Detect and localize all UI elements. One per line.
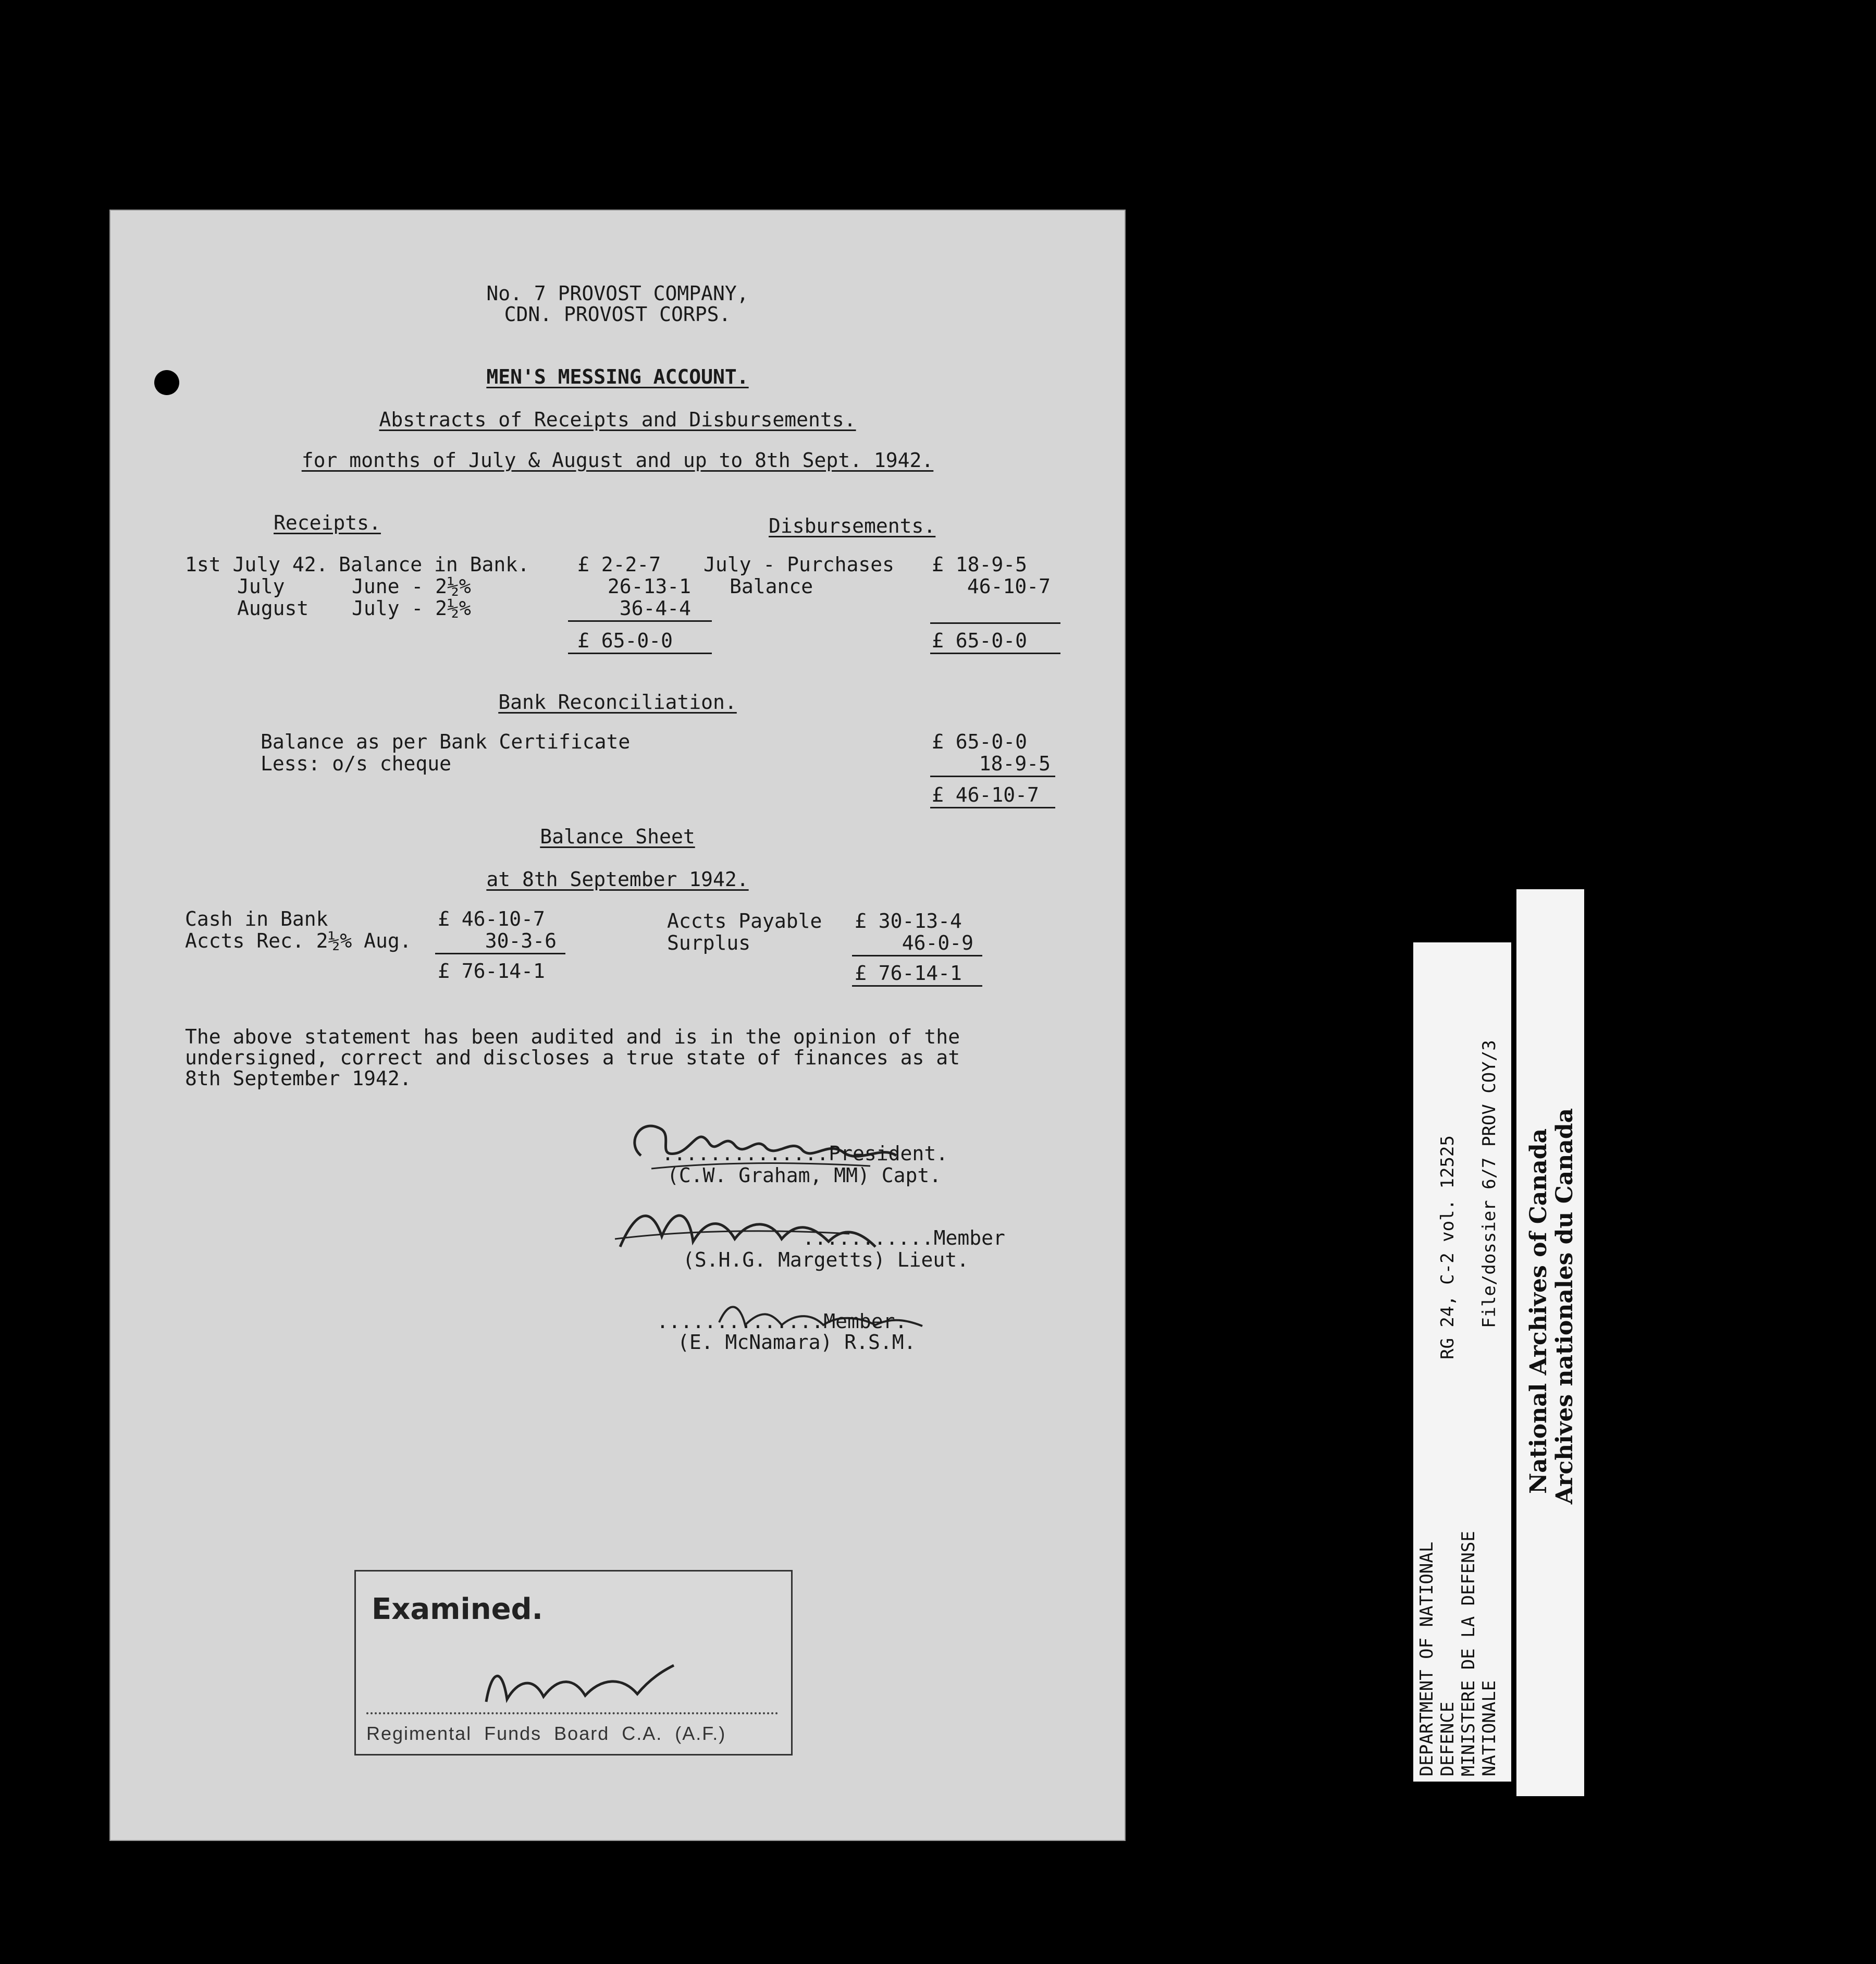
archives-name-fr: Archives nationales du Canada — [1551, 1108, 1578, 1504]
examined-stamp — [354, 1570, 793, 1756]
asset-desc: Accts Rec. 2½% Aug. — [185, 929, 412, 952]
reconciliation-amount: £ 65-0-0 — [932, 730, 1028, 753]
receipt-date: July — [237, 575, 285, 598]
signatory-role-line: ...........Member — [803, 1226, 1005, 1249]
disbursements-heading: Disbursements. — [769, 514, 936, 537]
period-line: for months of July & August and up to 8th Sept. 1942. — [301, 449, 934, 472]
disbursements-total-rule — [930, 622, 1060, 624]
disbursement-desc: Balance — [730, 575, 813, 598]
reconciliation-total-rule — [930, 776, 1055, 777]
reconciliation-total-underline — [930, 807, 1055, 808]
balance-sheet-heading: Balance Sheet — [540, 825, 695, 848]
document-page — [109, 210, 1126, 1841]
stamp-footer: Regimental Funds Board C.A. (A.F.) — [366, 1723, 726, 1744]
reconciliation-total: £ 46-10-7 — [932, 783, 1039, 806]
liability-desc: Surplus — [667, 931, 751, 954]
bank-reconciliation-heading: Bank Reconciliation. — [498, 691, 737, 714]
assets-total-rule — [435, 953, 565, 954]
receipt-date: 1st July 42. — [185, 553, 328, 576]
liability-desc: Accts Payable — [667, 910, 822, 932]
page-subtitle: Abstracts of Receipts and Disbursements. — [379, 408, 856, 431]
corps-name: CDN. PROVOST CORPS. — [504, 303, 731, 326]
asset-amount: £ 46-10-7 — [438, 907, 545, 930]
archive-reference-label — [1413, 942, 1511, 1782]
record-group-ref: RG 24, C-2 vol. 12525 — [1437, 1135, 1458, 1359]
signatory-name: (C.W. Graham, MM) Capt. — [667, 1164, 942, 1187]
asset-desc: Cash in Bank — [185, 907, 328, 930]
reconciliation-desc: Less: o/s cheque — [261, 752, 452, 775]
disbursement-amount: £ 18-9-5 — [932, 553, 1028, 576]
disbursements-total: £ 65-0-0 — [932, 629, 1028, 652]
department-label: DEPARTMENT OF NATIONAL — [1416, 1541, 1437, 1776]
audit-statement: undersigned, correct and discloses a true state of finances as at — [185, 1046, 960, 1069]
signatory-role-line: ..............Member. — [657, 1310, 907, 1333]
disbursement-amount: 46-10-7 — [967, 575, 1051, 598]
liabilities-total-underline — [852, 985, 982, 987]
receipt-desc: July - 2½% — [352, 597, 471, 620]
receipt-desc: June - 2½% — [352, 575, 471, 598]
audit-statement: 8th September 1942. — [185, 1067, 412, 1090]
receipts-heading: Receipts. — [274, 511, 381, 534]
company-name: No. 7 PROVOST COMPANY, — [486, 282, 749, 305]
liability-amount: 46-0-9 — [902, 931, 973, 954]
department-label: MINISTERE DE LA DEFENSE — [1458, 1531, 1479, 1776]
signatory-name: (E. McNamara) R.S.M. — [677, 1331, 916, 1354]
archives-tag — [1516, 889, 1584, 1796]
stamp-signature-line — [366, 1712, 778, 1714]
signatory-role-line: ..............President. — [662, 1142, 948, 1165]
disbursement-desc: July - Purchases — [704, 553, 895, 576]
liabilities-total: £ 76-14-1 — [855, 962, 962, 985]
receipts-total-underline — [568, 653, 712, 654]
receipt-desc: Balance in Bank. — [339, 553, 530, 576]
file-ref: File/dossier 6/7 PROV COY/3 — [1479, 1040, 1500, 1328]
liabilities-total-rule — [852, 955, 982, 956]
receipt-date: August — [237, 597, 309, 620]
disbursements-total-underline — [930, 653, 1060, 654]
signatory-name: (S.H.G. Margetts) Lieut. — [683, 1248, 969, 1271]
receipt-amount: 26-13-1 — [607, 575, 691, 598]
liability-amount: £ 30-13-4 — [855, 910, 962, 932]
stamp-signature — [471, 1650, 679, 1712]
assets-total: £ 76-14-1 — [438, 960, 545, 983]
archives-name-en: National Archives of Canada — [1525, 1128, 1552, 1494]
receipts-total-rule — [568, 620, 712, 622]
balance-sheet-date: at 8th September 1942. — [486, 868, 749, 891]
receipt-amount: £ 2-2-7 — [577, 553, 661, 576]
department-label: NATIONALE — [1479, 1680, 1500, 1776]
receipt-amount: 36-4-4 — [619, 597, 691, 620]
audit-statement: The above statement has been audited and is in the opinion of the — [185, 1025, 960, 1048]
stamp-title: Examined. — [372, 1592, 543, 1626]
receipts-total: £ 65-0-0 — [577, 629, 673, 652]
asset-amount: 30-3-6 — [485, 929, 557, 952]
reconciliation-amount: 18-9-5 — [979, 752, 1051, 775]
reconciliation-desc: Balance as per Bank Certificate — [261, 730, 631, 753]
page-title: MEN'S MESSING ACCOUNT. — [486, 365, 749, 388]
department-label: DEFENCE — [1437, 1701, 1458, 1776]
